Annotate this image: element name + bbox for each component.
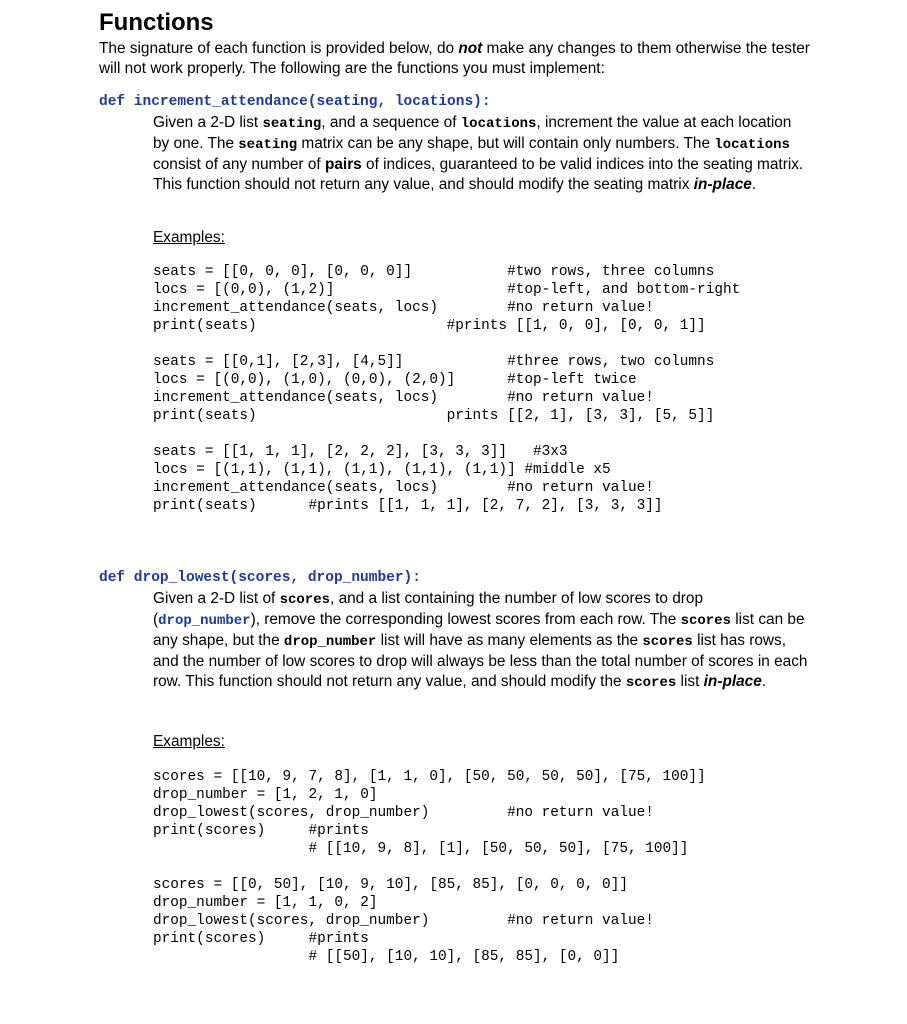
examples-label: Examples: (153, 733, 225, 750)
desc-text: of indices, guaranteed to be valid indices into the seating matrix. This function should not return any value, and should modify the seating matrix (153, 156, 804, 193)
code-example: seats = [[0,1], [2,3], [4,5]] #three rows, two columns locs = [(0,0), (1,0), (0,0), (2,0)] #top-left twice increment_attendance(seats, locs) #no return value! print(seats) prints [[2, 1], [3, 3], [5, 5]] (153, 354, 715, 424)
desc-text: . (751, 176, 757, 193)
emphasis-pairs: pairs (324, 156, 362, 173)
code-example: scores = [[10, 9, 7, 8], [1, 1, 0], [50, 50, 50, 50], [75, 100]] drop_number = [1, 2, 1, 0] drop_lowest(scores, drop_number) #no return value! print(scores) #prints # [[10, 9, 8], [1], [50, 50, 50], [75, 100]] (153, 769, 706, 857)
desc-text: Given a 2-D list of (153, 590, 280, 607)
inline-code-locations: locations (460, 116, 537, 132)
desc-text: , and a list containing the number of low scores to drop ( (153, 590, 704, 628)
inline-code-locations: locations (714, 137, 790, 153)
intro-emphasis-not: not (458, 40, 483, 57)
inline-code-seating: seating (262, 116, 322, 132)
desc-text: , increment the value at each location by one. The (153, 114, 792, 152)
examples-label: Examples: (153, 229, 225, 246)
function-description-drop-lowest (153, 589, 808, 693)
function-description-increment-attendance (153, 113, 808, 195)
desc-text: ), remove the corresponding lowest scores from each row. The (250, 611, 681, 628)
function-signature-increment-attendance: def increment_attendance(seating, locations): (99, 94, 491, 110)
intro-text-2: make any changes to them otherwise the tester will not work properly. The following are the functions you must implement: (99, 40, 810, 77)
emphasis-in-place: in-place (693, 176, 752, 193)
function-signature-drop-lowest: def drop_lowest(scores, drop_number): (99, 570, 421, 586)
emphasis-in-place: in-place (703, 673, 762, 690)
inline-code-scores: scores (680, 613, 731, 629)
intro-text-1: The signature of each function is provided below, do (99, 40, 459, 57)
inline-code-drop-number: drop_number (283, 634, 377, 650)
desc-text: matrix can be any shape, but will contain only numbers. The (297, 135, 715, 152)
desc-text: Given a 2-D list (153, 114, 263, 131)
desc-text: consist of any number of (153, 156, 325, 173)
desc-text: , and a sequence of (321, 114, 461, 131)
inline-code-scores: scores (279, 592, 331, 608)
inline-code-seating: seating (238, 137, 298, 153)
inline-code-scores: scores (625, 675, 677, 691)
code-example: scores = [[0, 50], [10, 9, 10], [85, 85], [0, 0, 0, 0]] drop_number = [1, 1, 0, 2] drop_lowest(scores, drop_number) #no return value! print(scores) #prints # [[50], [10, 10], [85, 85], [0, 0]] (153, 877, 654, 965)
desc-text: . (761, 673, 767, 690)
code-example: seats = [[1, 1, 1], [2, 2, 2], [3, 3, 3]] #3x3 locs = [(1,1), (1,1), (1,1), (1,1), (1,1)] #middle x5 increment_attendance(seats, locs) #no return value! print(seats) #prints [[1, 1, 1], [2, 7, 2], [3, 3, 3]] (153, 444, 663, 514)
desc-text: list (676, 673, 704, 690)
inline-code-drop-number: drop_number (158, 613, 251, 629)
desc-text: list has rows, and the number of low scores to drop will always be less than the total number of scores in each row. This function should not return any value, and should modify the (153, 632, 808, 690)
code-example: seats = [[0, 0, 0], [0, 0, 0]] #two rows, three columns locs = [(0,0), (1,2)] #top-left, and bottom-right increment_attendance(seats, locs) #no return value! print(seats) #prints [[1, 0, 0], [0, 0, 1]] (153, 264, 741, 334)
inline-code-scores: scores (642, 634, 693, 650)
intro-paragraph (99, 39, 819, 79)
desc-text: list will have as many elements as the (376, 632, 643, 649)
page-title: Functions (99, 9, 214, 36)
desc-text: list can be any shape, but the (153, 611, 805, 649)
